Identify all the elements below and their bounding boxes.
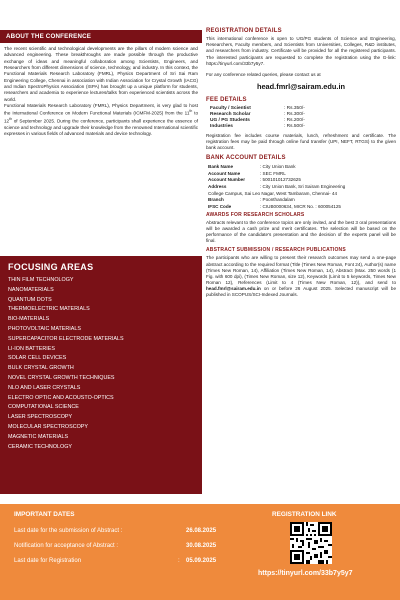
footer-band [0, 504, 400, 600]
fee-heading: FEE DETAILS [206, 97, 247, 104]
focus-item: NLO AND LASER CRYSTALS [8, 384, 81, 391]
bank-row: Account Name : SEC FMRL [208, 170, 286, 176]
date-row: Last date for the submission of Abstract : 26.08.2025 [14, 528, 217, 534]
focus-item: LI-ION BATTERIES [8, 345, 55, 352]
focus-list [0, 276, 202, 452]
contact-text: For any conference related queries, please contact us at [206, 71, 321, 77]
bank-row: Bank Name : City Union Bank [208, 164, 296, 170]
awards-text: Abstracts relevant to the conference topics are only invited, and the best 3 oral presentations will be awarded a cash prize and merit certificates. The selection will be based on the performance of the candidate's presentation and the decision of the experts panel will be final. [206, 219, 396, 244]
date-row: Last date for Registration : 05.09.2025 [14, 558, 217, 564]
registration-text: This international conference is open to UG/PG students of Science and Engineering, Researchers, Faculty members, and Scientists from Universities, Colleges, R&D institutes, and researchers from industry. Certificate will be provided for all the registered participants. The interested participants are requested to complete the registration using the G-link: https://tinyurl.com/33b7y5y7. [206, 36, 396, 66]
focus-item: ELECTRO OPTIC AND ACOUSTO-OPTICS [8, 394, 114, 401]
fee-row: Faculty / Scientist : Rs.350/- [210, 105, 305, 111]
fee-table [208, 105, 307, 130]
focus-item: NANOMATERIALS [8, 286, 54, 293]
focus-item: SUPERCAPACITOR ELECTRODE MATERIALS [8, 335, 124, 342]
qr-code-icon[interactable] [290, 522, 332, 564]
contact-email[interactable]: head.fmrl@sairam.edu.in [256, 82, 346, 92]
focus-item: MAGNETIC MATERIALS [8, 433, 69, 440]
focus-item: BULK CRYSTAL GROWTH [8, 365, 74, 372]
focus-item: SOLAR CELL DEVICES [8, 355, 67, 362]
bank-row: College Campus, Sai Leo Nagar, West Tambaram, Chennai- 44 [208, 190, 338, 196]
fee-row: UG / PG Students : Rs.200/- [210, 118, 305, 124]
focusing-areas-panel [0, 256, 202, 494]
important-dates-heading: IMPORTANT DATES [14, 511, 75, 518]
fee-row: Research Scholar : Rs.300/- [210, 111, 305, 117]
registration-link-heading: REGISTRATION LINK [272, 511, 337, 518]
abstract-heading: ABSTRACT SUBMISSION / RESEARCH PUBLICATIONS [206, 247, 346, 254]
about-section [0, 30, 202, 138]
focus-item: NOVEL CRYSTAL GROWTH TECHNIQUES [8, 374, 115, 381]
focus-item: QUANTUM DOTS [8, 296, 52, 303]
bank-row: IFSC Code : CIUB0000634, MICR No. : 600054125 [208, 203, 341, 209]
focusing-areas-heading: FOCUSING AREAS [8, 262, 94, 272]
bank-row: Branch : Poonthandalam [208, 197, 295, 203]
bank-row: Address : City Union Bank, Sri Sairam Engineering [208, 184, 346, 190]
fee-row: Industries : Rs.500/- [210, 124, 305, 130]
registration-heading: REGISTRATION DETAILS [206, 28, 282, 34]
registration-url[interactable]: https://tinyurl.com/33b7y5y7 [258, 570, 353, 577]
focus-item: MOLECULAR SPECTROSCOPY [8, 423, 88, 430]
focus-item: THERMOELECTRIC MATERIALS [8, 306, 90, 313]
details-column [206, 28, 396, 299]
focus-item: CERAMIC TECHNOLOGY [8, 443, 72, 450]
about-heading: ABOUT THE CONFERENCE [0, 30, 202, 43]
abstract-email[interactable]: head.fmrl@sairam.edu.in [206, 286, 261, 292]
focus-item: PHOTOVOLTAIC MATERIALS [8, 325, 81, 332]
bank-row: Account Number : 500101012732625 [208, 177, 301, 183]
focus-item: LASER SPECTROSCOPY [8, 414, 73, 421]
about-paragraph-1: The recent scientific and technological developments are the pillars of modern science and advanced engineering. These breakthroughs are made possible through the productive exchange of ideas and meaningful collaboration among Scientists, Engineers, and Researchers from different dimensions of science, technology, and industry. In this context, the Functional Materials Research Laboratory (FMRL), Physics Department of Sri Sai Ram Engineering College, Chennai in association with Indian Association for Crystal Growth (IACG) and Indian SpectroPhysics Association (ISPA) has brought up a unique platform for students, researchers and academia to experience lectures/talks from experienced scientists across the world. [4, 46, 198, 102]
date-row: Notification for acceptance of Abstract : 30.08.2025 [14, 543, 217, 549]
about-paragraph-2: Functional Materials Research Laboratory (FMRL), Physics Department, is very glad to host the International Conference on Modern Functional Materials (ICMFM-2025) from the 11th to 12th of September 2025. During the conference, participants shall experience the essence of science and technology and upgrade their knowledge from the renowned International scientific expresses in various fields of advanced materials and device technology. [4, 102, 198, 137]
bank-heading: BANK ACCOUNT DETAILS [206, 155, 286, 162]
important-dates-list [14, 524, 254, 569]
fee-note: Registration fee includes course materials, lunch, refreshment and certificate. The registration fees may be paid through online fund transfer (UPI, NEFT, RTGS) to the given bank account. [206, 132, 396, 151]
abstract-text: The participants who are willing to present their research outcomes may send a one-page abstract according to the required format (Title (Times New Roman, Font 24), Author(s) name (Times New Roman, 14), Affiliation (Times New Roman, 14), Abstract (Max. 250 words (1 Fig. with 600 dpi), (Times New Roman, size 12), Keywords (Limit to 5 keywords, Times New Roman 12), References (Limit to 4 (Times New Roman, 12)), and send to head.fmrl@sairam.edu.in on or before 26 August 2025. Selected manuscript will be published in SCOPUS/SCI-Indexed Journals. [206, 255, 396, 298]
focus-item: BIO-MATERIALS [8, 316, 50, 323]
awards-heading: AWARDS FOR RESEARCH SCHOLARS [206, 211, 305, 218]
focus-item: COMPUTATIONAL SCIENCE [8, 404, 79, 411]
bank-table [206, 163, 347, 209]
focus-item: THIN FILM TECHNOLOGY [8, 277, 74, 283]
